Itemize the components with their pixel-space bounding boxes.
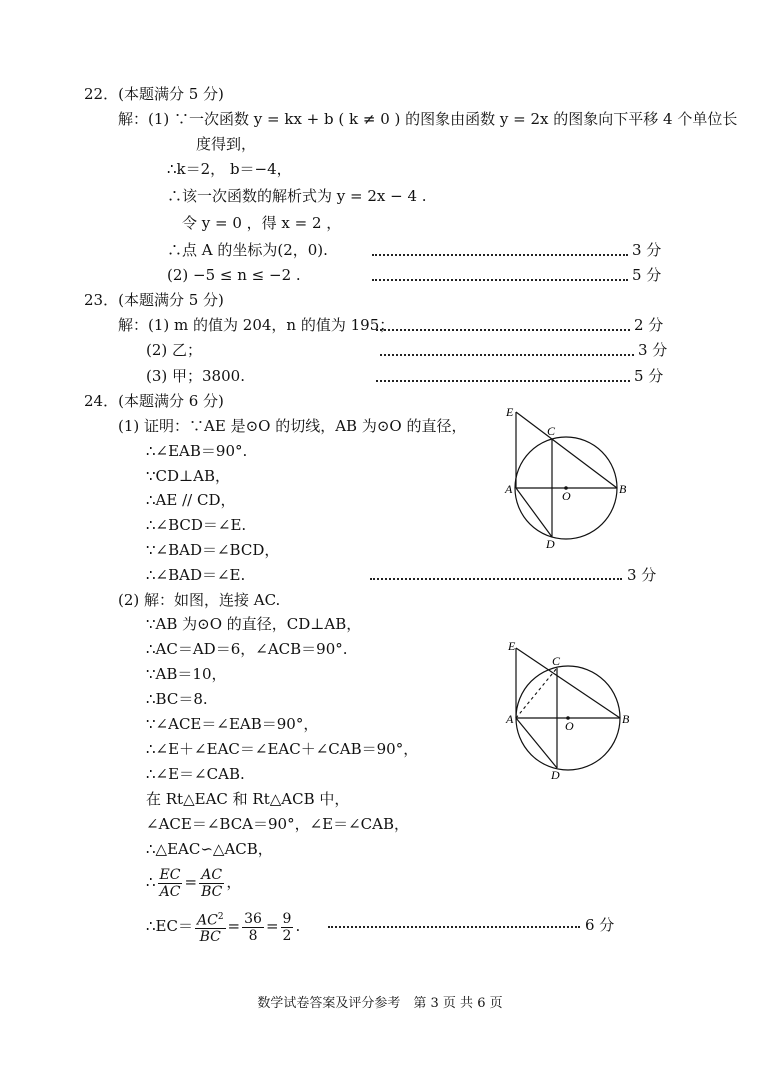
q24-title: 24．(本题满分 6 分) xyxy=(84,392,224,410)
q22-line1b: 度得到， xyxy=(196,135,257,153)
q24-p1-line7: ∴∠BAD＝∠E. xyxy=(146,566,246,584)
q24-ratio-equation xyxy=(146,862,241,902)
q24-p2-line3: ∴AC＝AD＝6，∠ACB＝90°. xyxy=(146,640,348,658)
final-denominator-2: 8 xyxy=(248,927,258,944)
q24-p2-line4: ∵AB＝10， xyxy=(146,665,227,683)
q22-score-1: 3 分 xyxy=(632,241,662,259)
q22-score-2: 5 分 xyxy=(632,266,662,284)
q24-p2-line10: ∠ACE＝∠BCA＝90°，∠E＝∠CAB， xyxy=(146,815,410,833)
final-denominator-1: BC xyxy=(199,929,221,946)
q24-p2-line8: ∴∠E＝∠CAB. xyxy=(146,765,245,783)
q23-dots-3 xyxy=(376,380,630,382)
geometry-figure-1 xyxy=(500,402,640,550)
ratio-fraction-1 xyxy=(158,867,183,900)
q22-line2: ∴k＝2， b＝−4， xyxy=(167,160,292,178)
final-numerator-text: AC xyxy=(196,912,218,929)
label-d: D xyxy=(546,537,555,550)
ratio-denominator-1: AC xyxy=(159,883,181,900)
q22-line6: (2) −5 ≤ n ≤ −2 . xyxy=(167,266,301,284)
q23-dots-2 xyxy=(380,354,634,356)
final-numerator-2: 36 xyxy=(244,910,262,927)
q22-dots-1 xyxy=(372,254,628,256)
q22-line4: 令 y = 0 ，得 x = 2 ， xyxy=(182,214,342,232)
q24-p1-line4: ∴AE // CD， xyxy=(146,491,236,509)
q24-p1-line1: (1) 证明：∵AE 是⊙O 的切线，AB 为⊙O 的直径， xyxy=(118,417,467,435)
q24-p1-line3: ∵CD⊥AB， xyxy=(146,467,231,485)
q23-score-2: 3 分 xyxy=(638,341,668,359)
geometry-figure-2 xyxy=(500,632,640,782)
label-a: A xyxy=(506,712,514,726)
q23-score-1: 2 分 xyxy=(634,316,664,334)
label-o: O xyxy=(562,489,571,503)
final-numerator-1 xyxy=(195,909,226,930)
q23-line3: (3) 甲；3800. xyxy=(146,367,245,385)
ratio-fraction-2 xyxy=(199,867,224,900)
ratio-end: ， xyxy=(226,873,242,891)
final-end: . xyxy=(295,917,301,935)
q23-line2: (2) 乙； xyxy=(146,341,203,359)
q22-title: 22．(本题满分 5 分) xyxy=(84,85,224,103)
ratio-equals: = xyxy=(184,873,198,891)
label-d: D xyxy=(551,768,560,782)
q24-p2-line6: ∵∠ACE＝∠EAB＝90°， xyxy=(146,715,319,733)
ratio-prefix: ∴ xyxy=(146,873,156,891)
label-e: E xyxy=(508,639,516,653)
label-b: B xyxy=(622,712,630,726)
segment-eb xyxy=(516,648,620,718)
q24-p2-dots xyxy=(328,926,580,928)
q24-p2-line9: 在 Rt△EAC 和 Rt△ACB 中， xyxy=(146,790,350,808)
q22-line5: ∴点 A 的坐标为(2，0). xyxy=(167,241,328,259)
label-o: O xyxy=(565,719,574,733)
final-denominator-3: 2 xyxy=(282,927,292,944)
ratio-denominator-2: BC xyxy=(201,883,223,900)
label-c: C xyxy=(552,654,561,668)
q22-line3: ∴该一次函数的解析式为 y = 2x − 4 . xyxy=(167,187,427,205)
q22-dots-2 xyxy=(372,279,628,281)
q22-line1: 解：(1) ∵一次函数 y = kx + b ( k ≠ 0 ) 的图象由函数 y = 2x 的图象向下平移 4 个单位长 xyxy=(118,110,738,128)
q23-dots-1 xyxy=(376,329,630,331)
q24-p2-line7: ∴∠E＋∠EAC＝∠EAC＋∠CAB＝90°， xyxy=(146,740,419,758)
q24-p1-dots xyxy=(370,578,622,580)
q24-final-equation xyxy=(146,906,300,946)
q24-p2-line5: ∴BC＝8. xyxy=(146,690,208,708)
q23-line1: 解：(1) m 的值为 204，n 的值为 195； xyxy=(118,316,395,334)
q24-p2-line2: ∵AB 为⊙O 的直径，CD⊥AB， xyxy=(146,615,362,633)
q24-p2-line1: (2) 解：如图，连接 AC. xyxy=(118,591,281,609)
q23-score-3: 5 分 xyxy=(634,367,664,385)
final-numerator-3: 9 xyxy=(282,910,292,927)
q24-p1-line6: ∵∠BAD＝∠BCD， xyxy=(146,541,280,559)
label-b: B xyxy=(619,482,627,496)
ratio-numerator-1: EC xyxy=(159,866,181,883)
final-fraction-1 xyxy=(195,909,226,946)
label-e: E xyxy=(506,405,514,419)
final-fraction-2 xyxy=(242,911,264,944)
ratio-numerator-2: AC xyxy=(199,867,224,884)
q24-p2-line11: ∴△EAC∽△ACB， xyxy=(146,840,273,858)
q23-title: 23．(本题满分 5 分) xyxy=(84,291,224,309)
q24-p1-line5: ∴∠BCD＝∠E. xyxy=(146,516,247,534)
final-exponent: 2 xyxy=(217,911,224,922)
q24-p1-score: 3 分 xyxy=(627,566,657,584)
final-equals-1: = xyxy=(227,917,241,935)
q24-p1-line2: ∴∠EAB＝90°. xyxy=(146,442,248,460)
label-a: A xyxy=(505,482,513,496)
final-prefix: ∴EC＝ xyxy=(146,917,193,935)
q24-p2-score: 6 分 xyxy=(585,916,615,934)
final-equals-2: = xyxy=(265,917,279,935)
label-c: C xyxy=(547,424,556,438)
final-fraction-3 xyxy=(281,911,294,944)
page-footer: 数学试卷答案及评分参考 第 3 页 共 6 页 xyxy=(257,996,503,1011)
